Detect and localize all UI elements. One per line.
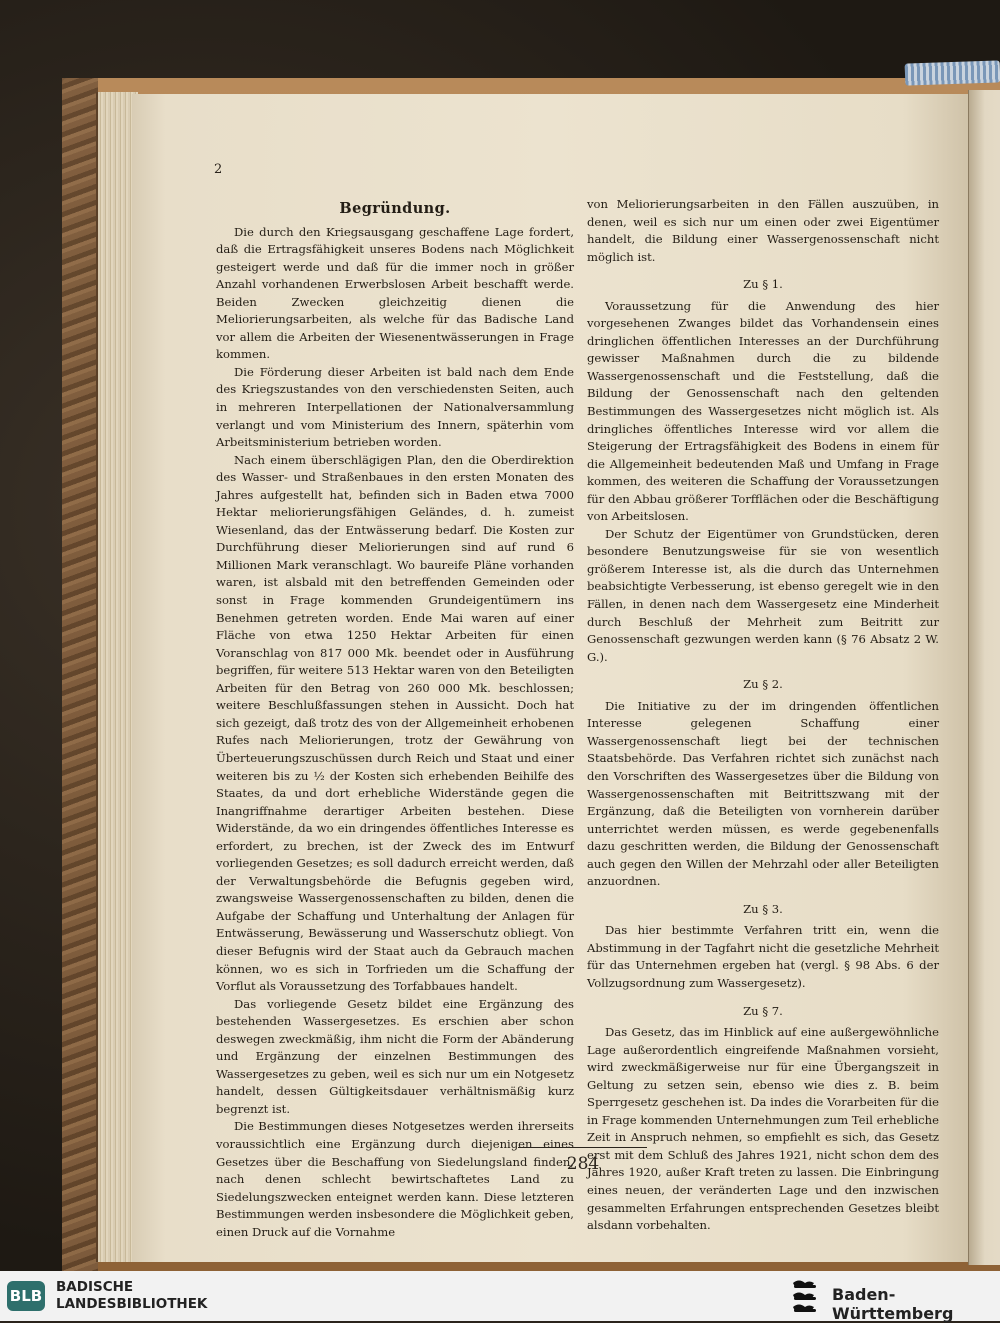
marbled-spine (62, 78, 98, 1271)
heading: Begründung. (339, 200, 451, 217)
section-title: Zu § 2. (743, 677, 783, 692)
facing-page-edge (968, 90, 1000, 1265)
page-footer-number: 284 (566, 1154, 600, 1174)
baden-wuerttemberg-lions-icon[interactable] (790, 1277, 824, 1317)
section-title: Zu § 3. (743, 901, 783, 916)
page-header-number: 2 (214, 162, 223, 177)
right-column (587, 196, 939, 1235)
section-title: Zu § 1. (743, 277, 783, 292)
paragraph: Die Initiative zu der im dringenden öffentlichen Interesse gelegenen Schaffung einer Wassergenossenschaft liegt bei der technischen Staatsbehörde. Das Verfahren richtet sich zunächst nach den Vorschriften des Wassergesetzes über die Bildung von Wassergenossenschaften mit Beitrittszwang mit der Ergänzung, daß die Beteiligten von vornherein darüber unterrichtet werden müssen, es werde gegebenenfalls dazu geschritten werden, die Bildung der Genossenschaft auch gegen den Willen der Mehrzahl oder aller Beteiligten anzuordnen. (587, 698, 939, 889)
paragraph: Das vorliegende Gesetz bildet eine Ergänzung des bestehenden Wassergesetzes. Es erschien aber schon deswegen zweckmäßig, ihm nicht die Form der Abänderung und Ergänzung der einzelnen Bestimmungen des Wassergesetzes zu geben, weil es sich nur um ein Notgesetz handelt, dessen Gültigkeitsdauer verhältnismäßig kurz begrenzt ist. (216, 996, 574, 1116)
paragraph: Die durch den Kriegsausgang geschaffene Lage fordert, daß die Ertragsfähigkeit unseres Bodens nach Möglichkeit gesteigert werde und daß für die immer noch in größer Anzahl vorhandenen Erwerbslosen Arbeit beschafft werde. Beiden Zwecken gleichzeitig dienen die Meliorierungsarbeiten, als welche für das Badische Land vor allem die Arbeiten der Wiesenentwässerungen in Frage kommen. (216, 224, 574, 362)
library-name-line1: BADISCHE (56, 1279, 134, 1295)
section-title: Zu § 7. (743, 1003, 783, 1018)
paragraph: Das hier bestimmte Verfahren tritt ein, wenn die Abstimmung in der Tagfahrt nicht die gesetzliche Mehrheit für das Unternehmen ergeben hat (vergl. § 98 Abs. 6 der Vollzugsordnung zum Wassergesetz). (587, 923, 939, 990)
state-name[interactable]: Baden-Württemberg (832, 1285, 954, 1323)
paragraph: Der Schutz der Eigentümer von Grundstücken, deren besondere Benutzungsweise für sie von wesentlich größerem Interesse ist, als die durch das Unternehmen beabsichtigte Verbesserung, ist ebenso geregelt wie in den Fällen, in denen nach dem Wassergesetz eine Minderheit durch Beschluß der Mehrheit zum Beitritt zur Genossenschaft gezwungen werden kann (§ 76 Absatz 2 W. G.). (587, 526, 939, 664)
blb-logo[interactable]: BLB (7, 1281, 45, 1311)
paragraph: Die Bestimmungen dieses Notgesetzes werden ihrerseits voraussichtlich eine Ergänzung durch diejenigen eines Gesetzes über die Beschaffung von Siedelungsland finden, nach denen schlecht bewirtschaftetes Land zu Siedelungszwecken enteignet werden kann. Diese letzteren Bestimmungen werden insbesondere die Möglichkeit geben, einen Druck auf die Vornahme (216, 1119, 574, 1239)
bookmark-ribbon (905, 60, 1000, 85)
paragraph: Nach einem überschlägigen Plan, den die Oberdirektion des Wasser- und Straßenbaues in den ersten Monaten des Jahres aufgestellt hat, befinden sich in Baden etwa 7000 Hektar meliorierungsfähigen Geländes, d. h. zumeist Wiesenland, das der Entwässerung bedarf. Die Kosten zur Durchführung dieser Meliorierungen sind auf rund 6 Millionen Mark veranschlagt. Wo baureife Pläne vorhanden waren, ist alsbald mit den betreffenden Gemeinden oder sonst in Frage kommenden Grundeigentümern ins Benehmen getreten worden. Ende Mai waren auf einer Fläche von etwa 1250 Hektar Arbeiten für einen Voranschlag von 817 000 Mk. beendet oder in Ausführung begriffen, für weitere 513 Hektar waren von den Beteiligten Arbeiten für den Betrag von 260 000 Mk. beschlossen; weitere Beschlußfassungen stehen in Aussicht. Doch hat sich gezeigt, daß trotz des von der Allgemeinheit erhobenen Rufes nach Meliorierungen, trotz der Gewährung von Überteuerungszuschüssen durch Reich und Staat und einer weiteren bis zu ½ der Kosten sich erhebenden Beihilfe des Staates, da und dort erhebliche Widerstände gegen die Inangriffnahme derartiger Arbeiten bestehen. Diese Widerstände, da wo ein dringendes öffentliches Interesse es erfordert, zu brechen, ist der Zweck des im Entwurf vorliegenden Gesetzes; es soll dadurch erreicht werden, daß der Verwaltungsbehörde die Befugnis gegeben wird, zwangsweise Wassergenossenschaften zu bilden, denen die Aufgabe der Schaffung und Unterhaltung der Anlagen für Entwässerung, Bewässerung und Wasserschutz obliegt. Von dieser Befugnis wird der Staat auch da Gebrauch machen können, wo es sich in Torfrieden um die Schaffung der Vorflut als Voraussetzung des Torfabbaues handelt. (216, 452, 574, 994)
viewer-footer-bar (0, 1271, 1000, 1321)
paragraph: Die Förderung dieser Arbeiten ist bald nach dem Ende des Kriegszustandes von den verschiedensten Seiten, auch in mehreren Interpellationen der Nationalversammlung verlangt und vom Ministerium des Innern, späterhin vom Arbeitsministerium betrieben worden. (216, 364, 574, 450)
paragraph: Voraussetzung für die Anwendung des hier vorgesehenen Zwanges bildet das Vorhandensein eines dringlichen öffentlichen Interesses an der Durchführung gewisser Maßnahmen durch die zu bildende Wassergenossenschaft und die Feststellung, daß die Bildung der Genossenschaft nach den geltenden Bestimmungen des Wassergesetzes nicht möglich ist. Als dringliches öffentliches Interesse wird vor allem die Steigerung der Ertragsfähigkeit des Bodens in einem für die Allgemeinheit bedeutenden Maß und Umfang in Frage kommen, des weiteren die Schaffung der Voraussetzungen für den Abbau größerer Torfflächen oder die Beschäftigung von Arbeitslosen. (587, 298, 939, 524)
footer-rule (518, 1147, 647, 1148)
left-column (216, 196, 574, 1241)
paragraph-continued: von Meliorierungsarbeiten in den Fällen auszuüben, in denen, weil es sich nur um einen oder zwei Eigentümer handelt, die Bildung einer Wassergenossenschaft nicht möglich ist. (587, 197, 939, 264)
paragraph: Das Gesetz, das im Hinblick auf eine außergewöhnliche Lage außerordentlich eingreifende Maßnahmen vorsieht, wird zweckmäßigerweise nur für eine Übergangszeit in Geltung zu setzen sein, ebenso wie dies z. B. beim Sperrgesetz geschehen ist. Da indes die Vorarbeiten für die in Frage kommenden Unternehmungen zum Teil erhebliche Zeit in Anspruch nehmen, so empfiehlt es sich, das Gesetz erst mit dem Schluß des Jahres 1921, nicht schon dem des Jahres 1920, außer Kraft treten zu lassen. Die Einbringung eines neuen, der veränderten Lage und den inzwischen gesammelten Erfahrungen entsprechenden Gesetzes bleibt alsdann vorbehalten. (587, 1025, 939, 1233)
library-name-line2: LANDESBIBLIOTHEK (56, 1296, 208, 1312)
library-name[interactable] (56, 1279, 207, 1313)
